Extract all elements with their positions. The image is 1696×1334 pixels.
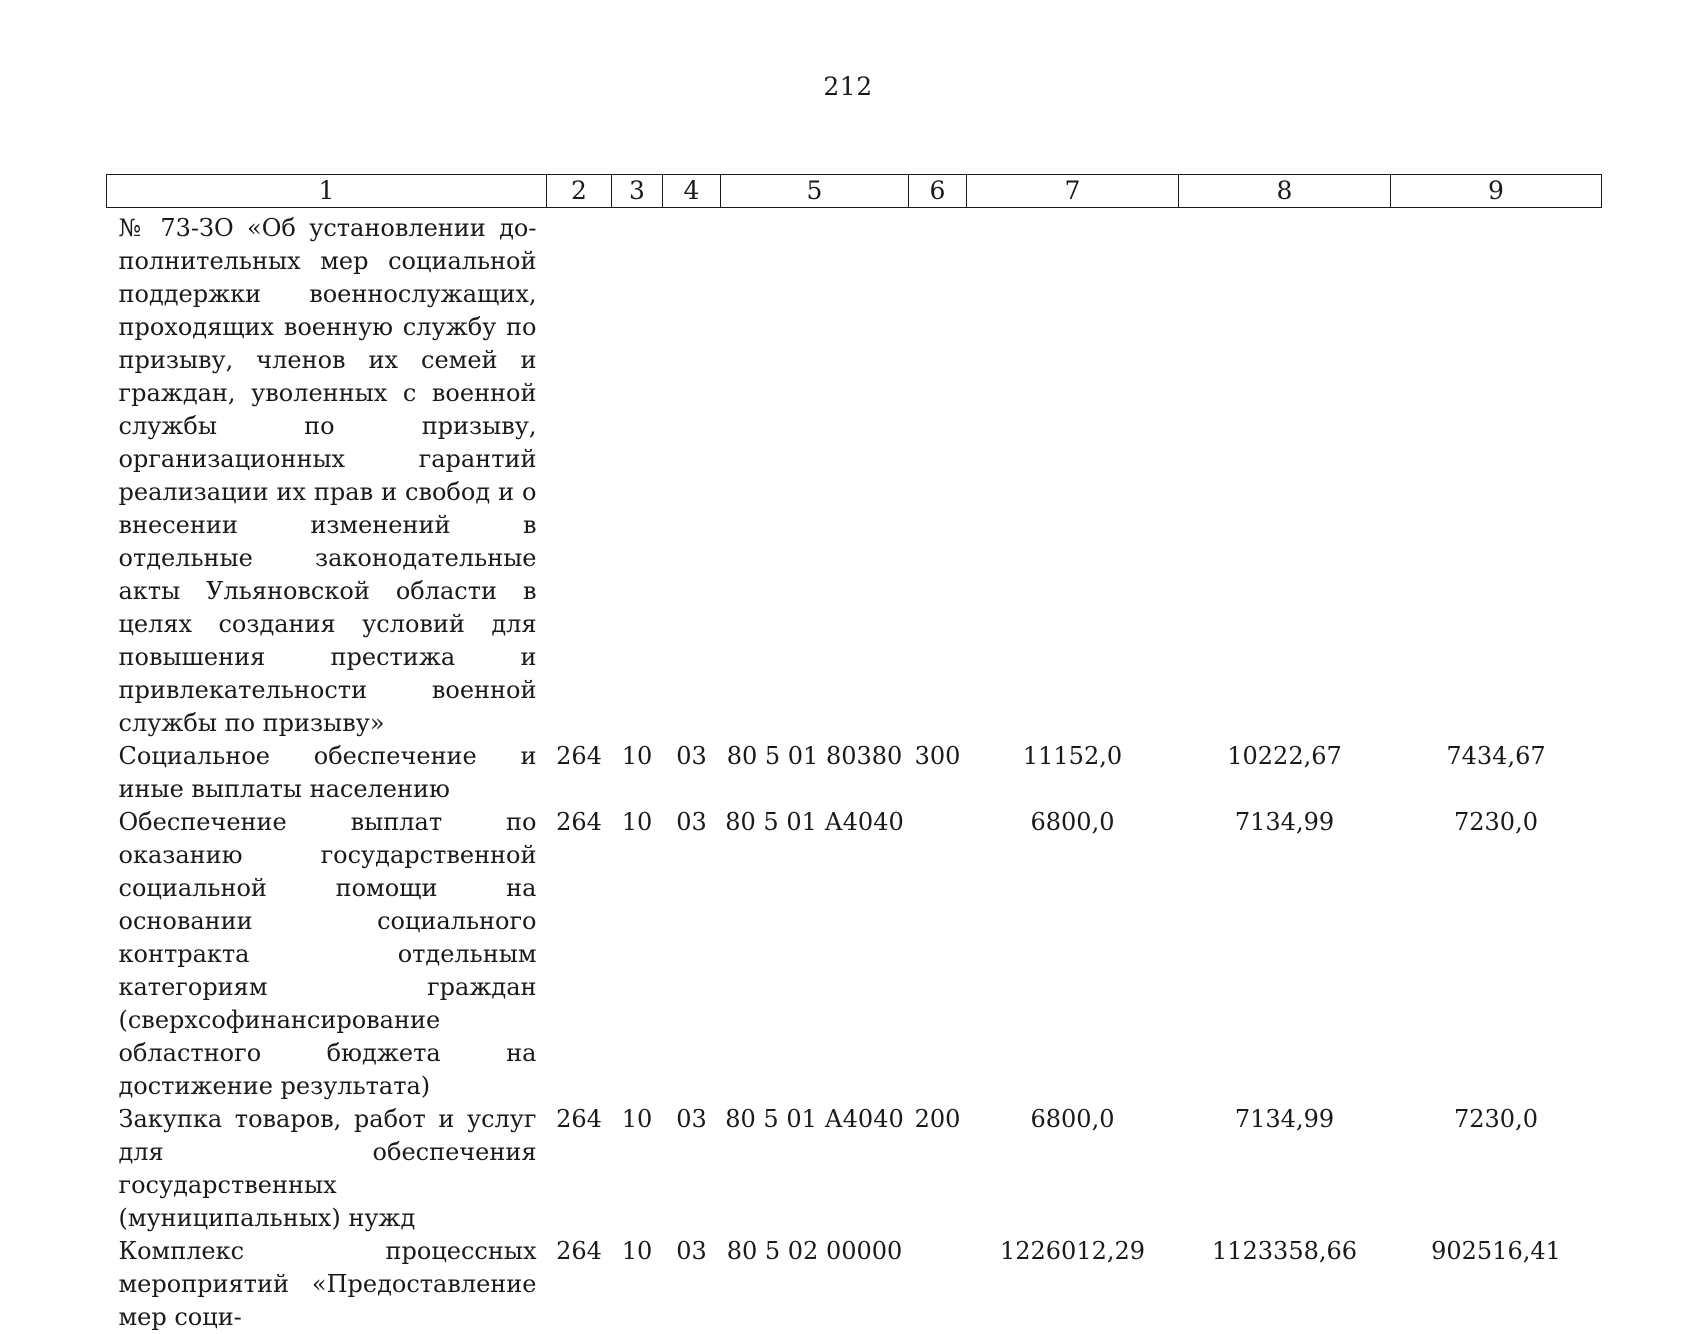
code-cell [909, 806, 967, 1103]
amount-cell: 7230,0 [1454, 1105, 1538, 1133]
item-description: № 73-ЗО «Об установлении дополнительных мер социальной поддержки военнослужащих, проходящих военную службу по призыву, членов их семей и граждан, уволенных с военной службы по призыву, организационных гарантий реализации их прав и свобод и о внесении изменений в отдельные законодательные акты Ульяновской области в целях создания условий для повышения престижа и привлекательности военной службы по призыву» [118, 214, 537, 737]
table-row [107, 1103, 1602, 1235]
code-cell [721, 208, 909, 741]
item-description: Социальное обеспечение и иные выплаты населению [118, 742, 537, 803]
code-cell: 80 5 01 А4040 [725, 808, 904, 836]
amount-cell: 1226012,29 [999, 1237, 1146, 1265]
amount-cell: 6800,0 [1030, 808, 1115, 836]
amount-cell: 7134,99 [1234, 1105, 1335, 1133]
table-row [107, 806, 1602, 1103]
code-cell [909, 1235, 967, 1334]
item-description: Закупка товаров, работ и услуг для обеспечения государственных (муниципальных) нужд [118, 1105, 537, 1232]
code-cell: 10 [621, 808, 653, 836]
item-description: Комплекс процессных мероприятий «Предоставление мер соци- [118, 1237, 537, 1331]
column-header: 9 [1391, 175, 1602, 208]
table-row [107, 208, 1602, 741]
table-row [107, 1235, 1602, 1334]
item-description: Обеспечение выплат по оказанию государственной социальной помощи на основании социального контракта отдельным категориям граждан (сверхсофинансирование областного бюджета на достижение результата) [118, 808, 537, 1100]
column-header: 1 [107, 175, 547, 208]
amount-cell [1179, 208, 1391, 741]
column-header: 3 [612, 175, 663, 208]
page-number: 212 [823, 72, 873, 101]
code-cell: 264 [556, 1105, 602, 1133]
column-header: 5 [721, 175, 909, 208]
code-cell: 80 5 01 А4040 [725, 1105, 904, 1133]
column-header: 7 [967, 175, 1179, 208]
code-cell: 300 [914, 742, 961, 770]
code-cell: 264 [556, 1237, 602, 1265]
code-cell: 200 [914, 1105, 961, 1133]
amount-cell: 902516,41 [1431, 1237, 1561, 1265]
amount-cell: 7134,99 [1234, 808, 1335, 836]
code-cell: 10 [621, 742, 653, 770]
code-cell: 264 [556, 742, 602, 770]
amount-cell: 1123358,66 [1211, 1237, 1358, 1265]
code-cell: 10 [621, 1105, 653, 1133]
amount-cell: 6800,0 [1030, 1105, 1115, 1133]
column-header: 8 [1179, 175, 1391, 208]
code-cell: 03 [676, 742, 707, 770]
code-cell: 264 [556, 808, 602, 836]
code-cell: 03 [676, 1237, 707, 1265]
amount-cell: 7434,67 [1446, 742, 1546, 770]
code-cell: 03 [676, 808, 707, 836]
amount-cell [967, 208, 1179, 741]
code-cell [612, 208, 663, 741]
amount-cell: 7230,0 [1454, 808, 1538, 836]
column-header: 6 [909, 175, 967, 208]
code-cell: 80 5 02 00000 [726, 1237, 903, 1265]
amount-cell [1391, 208, 1602, 741]
column-header: 2 [547, 175, 612, 208]
code-cell: 10 [621, 1237, 653, 1265]
table-header-row [107, 175, 1602, 208]
code-cell: 80 5 01 80380 [726, 742, 903, 770]
amount-cell: 11152,0 [1022, 742, 1123, 770]
budget-table [106, 174, 1602, 1334]
table-row [107, 740, 1602, 806]
column-header: 4 [663, 175, 721, 208]
code-cell [663, 208, 721, 741]
code-cell [909, 208, 967, 741]
code-cell [547, 208, 612, 741]
amount-cell: 10222,67 [1227, 742, 1342, 770]
code-cell: 03 [676, 1105, 707, 1133]
